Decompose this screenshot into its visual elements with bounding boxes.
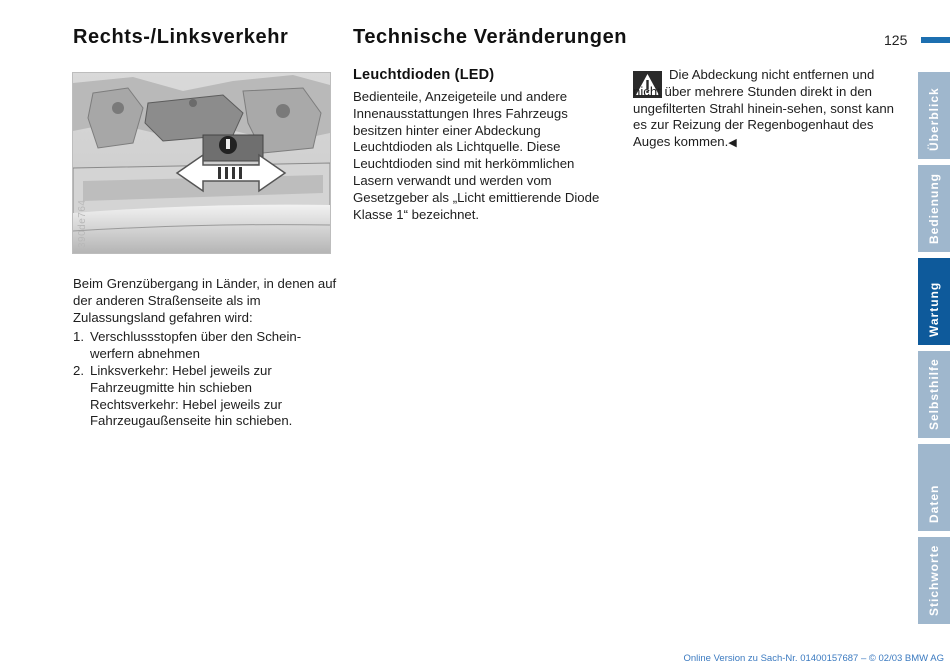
- tab-label: Daten: [927, 484, 941, 523]
- tab-label: Selbsthilfe: [927, 358, 941, 430]
- warning-paragraph: [633, 67, 903, 152]
- tab-label: Wartung: [927, 281, 941, 337]
- step-text-2: Rechtsverkehr: Hebel jeweils zur Fahrzeugaußenseite hin schieben.: [90, 396, 293, 429]
- intro-paragraph: Beim Grenzübergang in Länder, in denen auf der anderen Straßenseite als im Zulassungsland gefahren wird:: [73, 276, 337, 325]
- led-paragraph: Bedienteile, Anzeigeteile und andere Innenausstattungen Ihres Fahrzeugs besitzen hinter einer Abdeckung Leuchtdioden als Lichtquelle. Diese Leuchtdioden sind mit herkömmlichen Lasern verwandt und werden vom Gesetzgeber als „Licht emittierende Diode Klasse 1“ bezeichnet.: [353, 89, 600, 222]
- header-accent-bar: [921, 37, 950, 43]
- headlight-lever-figure: [72, 72, 331, 254]
- tab-daten[interactable]: [918, 444, 950, 531]
- tab-label: Stichworte: [927, 544, 941, 616]
- list-item: [73, 329, 341, 363]
- steps-list: [73, 329, 341, 430]
- tab-selbsthilfe[interactable]: [918, 351, 950, 438]
- end-marker-icon: ◀: [728, 137, 737, 150]
- list-item: [73, 363, 341, 430]
- tab-bedienung[interactable]: [918, 165, 950, 252]
- left-column: [73, 276, 341, 430]
- tab-label: Bedienung: [927, 173, 941, 244]
- warning-text: Die Abdeckung nicht entfernen und nicht über mehrere Stunden direkt in den ungefilterten Strahl hinein-sehen, sonst kann es zur Reizung der Regenbogenhaut des Auges kommen.: [633, 67, 894, 150]
- footer-link[interactable]: Online Version zu Sach-Nr. 01400157687 – © 02/03 BMW AG: [683, 653, 944, 664]
- tab-stichworte[interactable]: [918, 537, 950, 624]
- tab-ueberblick[interactable]: [918, 72, 950, 159]
- led-heading: Leuchtdioden (LED): [353, 67, 495, 83]
- section-title-right: Technische Veränderungen: [353, 26, 628, 48]
- section-title-left: Rechts-/Linksverkehr: [73, 26, 289, 48]
- tab-label: Überblick: [927, 87, 941, 151]
- tab-wartung[interactable]: [918, 258, 950, 345]
- step-number: 1.: [73, 329, 84, 345]
- step-number: 2.: [73, 362, 84, 378]
- figure-code: 390de764: [77, 199, 88, 248]
- page-number: 125: [884, 32, 908, 48]
- step-text: Linksverkehr: Hebel jeweils zur Fahrzeugmitte hin schieben: [90, 362, 272, 395]
- step-text: Verschlussstopfen über den Schein-werfern abnehmen: [90, 329, 302, 362]
